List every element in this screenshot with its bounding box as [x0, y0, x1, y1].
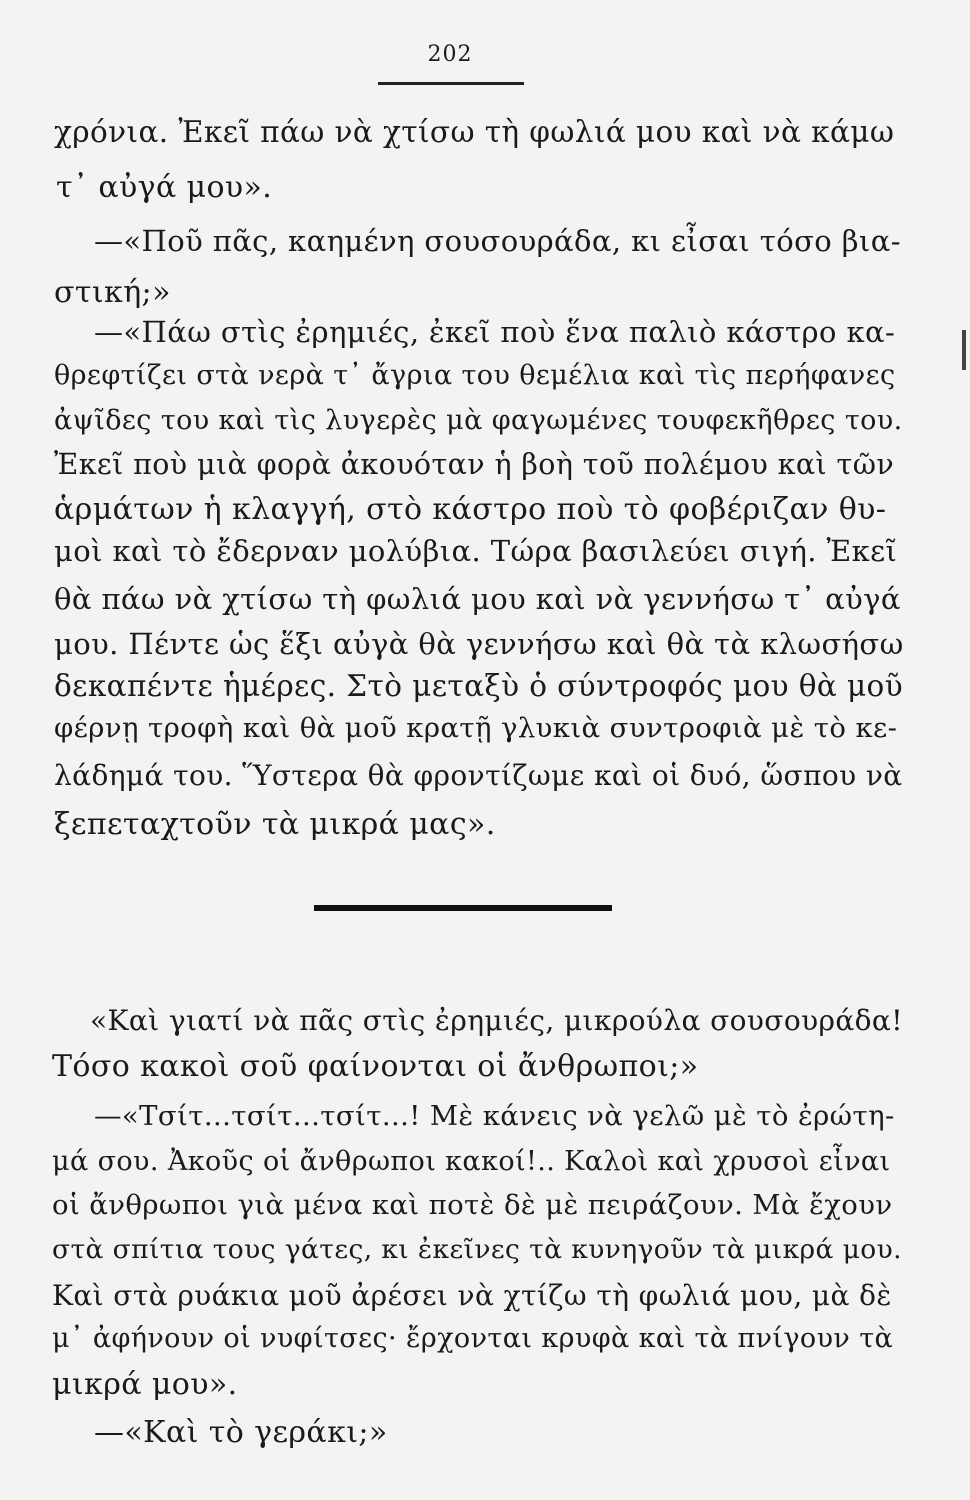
text-line: —«Τσίτ...τσίτ...τσίτ...! Μὲ κάνεις νὰ γελῶ μὲ τὸ ἐρώτη- [94, 1100, 895, 1132]
text-line: ξεπεταχτοῦν τὰ μικρά μας». [54, 807, 496, 842]
text-line: χρόνια. Ἐκεῖ πάω νὰ χτίσω τὴ φωλιά μου καὶ νὰ κάμω [54, 115, 895, 149]
text-line: λάδημά του. Ὕστερα θὰ φροντίζωμε καὶ οἱ δυό, ὥσπου νὰ [54, 759, 903, 792]
page-number: 202 [427, 42, 473, 67]
text-line: φέρνῃ τροφὴ καὶ θὰ μοῦ κρατῇ γλυκιὰ συντροφιὰ μὲ τὸ κε- [54, 712, 898, 744]
text-line: θὰ πάω νὰ χτίσω τὴ φωλιά μου καὶ νὰ γεννήσω τ᾿ αὐγά [54, 582, 901, 616]
text-line: μ᾿ ἀφήνουν οἱ νυφίτσες· ἔρχονται κρυφὰ καὶ τὰ πνίγουν τὰ [52, 1323, 894, 1354]
text-line: Τόσο κακοὶ σοῦ φαίνονται οἱ ἄνθρωποι;» [52, 1049, 699, 1084]
text-line: στὰ σπίτια τους γάτες, κι ἐκεῖνες τὰ κυνηγοῦν τὰ μικρά μου. [52, 1234, 902, 1265]
text-line: Ἐκεῖ ποὺ μιὰ φορὰ ἀκουόταν ἡ βοὴ τοῦ πολέμου καὶ τῶν [54, 448, 895, 481]
text-line: —«Πάω στὶς ἐρημιές, ἐκεῖ ποὺ ἕνα παλιὸ κάστρο κα- [94, 315, 896, 349]
text-line: μοὶ καὶ τὸ ἔδερναν μολύβια. Τώρα βασιλεύει σιγή. Ἐκεῖ [54, 534, 898, 568]
text-line: Καὶ στὰ ρυάκια μοῦ ἀρέσει νὰ χτίζω τὴ φωλιά μου, μὰ δὲ [52, 1279, 892, 1312]
page-edge-mark [962, 330, 966, 370]
text-line: —«Ποῦ πᾶς, καημένη σουσουράδα, κι εἶσαι τόσο βια- [94, 224, 901, 258]
text-line: τ᾿ αὐγά μου». [56, 170, 273, 205]
text-line: μου. Πέντε ὡς ἕξι αὐγὰ θὰ γεννήσω καὶ θὰ τὰ κλωσήσω [54, 627, 904, 661]
text-line: —«Καὶ τὸ γεράκι;» [94, 1415, 388, 1450]
text-line: θρεφτίζει στὰ νερὰ τ᾿ ἄγρια του θεμέλια καὶ τὶς περήφανες [54, 360, 896, 391]
text-line: μικρά μου». [52, 1367, 238, 1402]
header-rule [378, 82, 524, 85]
text-line: ἀψῖδες του καὶ τὶς λυγερὲς μὰ φαγωμένες τουφεκῆθρες του. [54, 405, 903, 436]
section-separator [314, 905, 612, 911]
text-line: στική;» [54, 275, 171, 310]
text-line: «Καὶ γιατί νὰ πᾶς στὶς ἐρημιές, μικρούλα σουσουράδα! [90, 1004, 903, 1037]
text-line: δεκαπέντε ἡμέρες. Στὸ μεταξὺ ὁ σύντροφός μου θὰ μοῦ [54, 669, 904, 703]
text-line: μά σου. Ἀκοῦς οἱ ἄνθρωποι κακοί!.. Καλοὶ καὶ χρυσοὶ εἶναι [52, 1146, 891, 1177]
text-line: οἱ ἄνθρωποι γιὰ μένα καὶ ποτὲ δὲ μὲ πειράζουν. Μὰ ἔχουν [52, 1189, 893, 1221]
text-line: ἁρμάτων ἡ κλαγγή, στὸ κάστρο ποὺ τὸ φοβέριζαν θυ- [54, 492, 887, 527]
